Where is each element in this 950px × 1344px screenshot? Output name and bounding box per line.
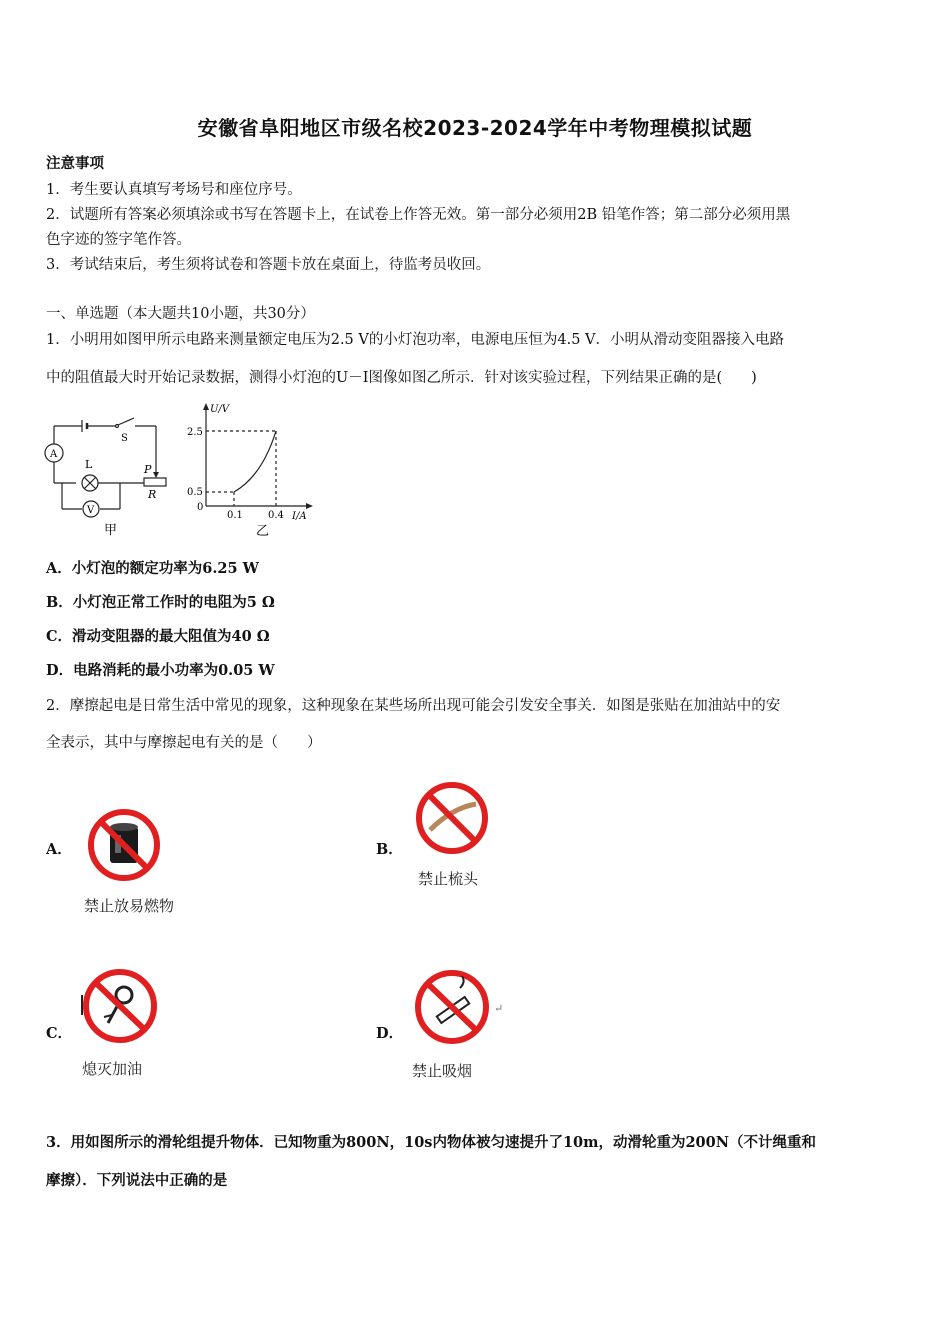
question-2-text: 2．摩擦起电是日常生活中常见的现象，这种现象在某些场所出现可能会引发安全事关．如图是张贴在加油站中的安 bbox=[46, 698, 781, 714]
question-3-text: 摩擦）．下列说法中正确的是 bbox=[46, 1172, 228, 1189]
no-smoking-sign-icon[interactable] bbox=[412, 966, 508, 1048]
graph-caption: 乙 bbox=[256, 524, 270, 539]
origin-label: 0 bbox=[197, 502, 204, 513]
label-S: S bbox=[121, 433, 128, 444]
q1-option-c[interactable]: C．滑动变阻器的最大阻值为40 Ω bbox=[46, 628, 270, 645]
question-1-text: 中的阻值最大时开始记录数据，测得小灯泡的U－I图像如图乙所示．针对该实验过程，下列结果正确的是( ) bbox=[46, 370, 757, 386]
x-tick: 0.1 bbox=[227, 510, 243, 521]
sign-label-d: 禁止吸烟 bbox=[412, 1062, 473, 1080]
notice-item: 色字迹的签字笔作答。 bbox=[46, 232, 191, 248]
label-P: P bbox=[144, 463, 152, 476]
ui-graph bbox=[206, 408, 308, 506]
sign-label-b: 禁止梳头 bbox=[418, 870, 479, 888]
sign-label-a: 禁止放易燃物 bbox=[84, 897, 175, 915]
y-tick: 0.5 bbox=[187, 487, 203, 498]
x-tick: 0.4 bbox=[268, 510, 284, 521]
sign-label-c: 熄灭加油 bbox=[82, 1060, 143, 1078]
y-axis-label: U/V bbox=[210, 404, 230, 415]
q1-option-d[interactable]: D．电路消耗的最小功率为0.05 W bbox=[46, 662, 275, 679]
circuit-caption: 甲 bbox=[104, 523, 118, 538]
turn-off-engine-sign-icon[interactable] bbox=[78, 965, 160, 1047]
q1-option-b[interactable]: B．小灯泡正常工作时的电阻为5 Ω bbox=[46, 594, 275, 611]
q2-option-d-letter[interactable]: D． bbox=[376, 1025, 404, 1042]
y-tick: 2.5 bbox=[187, 427, 203, 438]
svg-text:↵: ↵ bbox=[494, 1002, 504, 1015]
label-A: A bbox=[50, 449, 58, 460]
q2-option-a-letter[interactable]: A． bbox=[46, 841, 72, 858]
question-3-text: 3．用如图所示的滑轮组提升物体．已知物重为800N，10s内物体被匀速提升了10m，动滑轮重为200N（不计绳重和 bbox=[46, 1134, 816, 1151]
no-combing-sign-icon[interactable] bbox=[412, 778, 492, 858]
label-R: R bbox=[148, 488, 157, 501]
notice-item: 2．试题所有答案必须填涂或书写在答题卡上，在试卷上作答无效。第一部分必须用2B 铅笔作答；第二部分必须用黑 bbox=[46, 207, 791, 223]
page-title: 安徽省阜阳地区市级名校2023-2024学年中考物理模拟试题 bbox=[197, 116, 753, 140]
question-2-text: 全表示，其中与摩擦起电有关的是（ ） bbox=[46, 735, 322, 751]
q1-figure bbox=[40, 398, 330, 543]
label-L: L bbox=[85, 458, 93, 471]
notice-item: 1．考生要认真填写考场号和座位序号。 bbox=[46, 182, 302, 198]
section-heading: 一、单选题（本大题共10小题，共30分） bbox=[46, 306, 315, 322]
x-axis-label: I/A bbox=[292, 511, 307, 522]
q2-option-c-letter[interactable]: C． bbox=[46, 1025, 73, 1042]
q1-option-a[interactable]: A．小灯泡的额定功率为6.25 W bbox=[46, 560, 259, 577]
no-flammables-sign-icon[interactable] bbox=[84, 805, 164, 885]
question-1-text: 1．小明用如图甲所示电路来测量额定电压为2.5 V的小灯泡功率，电源电压恒为4.5 V．小明从滑动变阻器接入电路 bbox=[46, 332, 785, 348]
q2-option-b-letter[interactable]: B． bbox=[376, 841, 403, 858]
label-V: V bbox=[87, 505, 95, 516]
notice-heading: 注意事项 bbox=[46, 155, 104, 172]
notice-item: 3．考试结束后，考生须将试卷和答题卡放在桌面上，待监考员收回。 bbox=[46, 257, 491, 273]
